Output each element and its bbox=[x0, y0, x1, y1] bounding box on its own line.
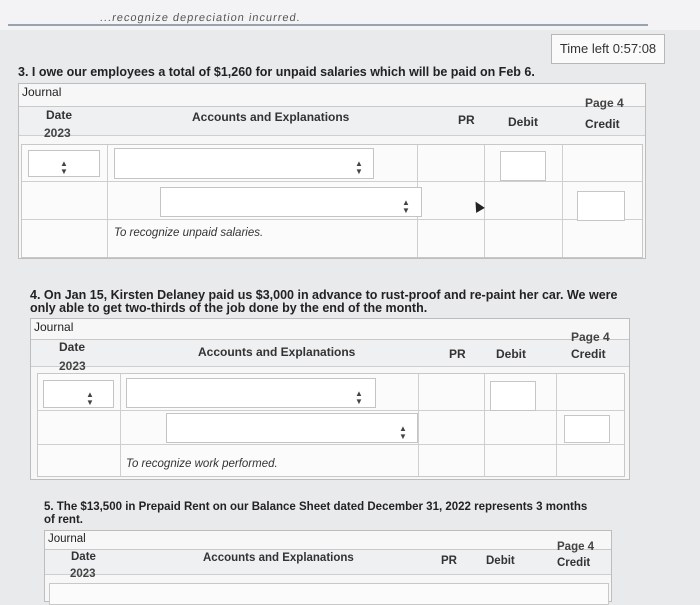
journal-title: Journal bbox=[34, 320, 74, 334]
up-down-arrow-icon: ▲ ▼ bbox=[399, 424, 407, 441]
time-left-indicator: Time left 0:57:08 bbox=[551, 34, 665, 64]
debit-amount-input[interactable] bbox=[490, 381, 536, 411]
entry-explanation: To recognize unpaid salaries. bbox=[114, 227, 264, 239]
pr-column-header: PR bbox=[441, 555, 457, 567]
journal-table-q4 bbox=[30, 318, 630, 480]
journal-title: Journal bbox=[48, 533, 86, 545]
credit-column-header: Credit bbox=[585, 117, 620, 131]
account-select-debit[interactable] bbox=[126, 378, 376, 408]
top-divider bbox=[8, 24, 648, 26]
accounts-column-header: Accounts and Explanations bbox=[198, 345, 356, 359]
credit-amount-input[interactable] bbox=[564, 415, 610, 443]
credit-column-header: Credit bbox=[557, 557, 591, 569]
date-column-header: Date bbox=[71, 551, 96, 563]
up-down-arrow-icon: ▲ ▼ bbox=[355, 389, 363, 406]
question-5-text-line2: of rent. bbox=[44, 514, 83, 526]
accounts-column-header: Accounts and Explanations bbox=[192, 110, 350, 124]
account-select-credit[interactable] bbox=[166, 413, 418, 443]
year-label: 2023 bbox=[70, 568, 96, 580]
journal-table-q5 bbox=[44, 530, 612, 602]
question-5-text-line1: 5. The $13,500 in Prepaid Rent on our Balance Sheet dated December 31, 2022 represents 3 months bbox=[44, 501, 588, 513]
journal-table-q3 bbox=[18, 83, 646, 259]
page-number: Page 4 bbox=[571, 330, 610, 344]
credit-column-header: Credit bbox=[571, 347, 606, 361]
question-4-text-line1: 4. On Jan 15, Kirsten Delaney paid us $3,000 in advance to rust-proof and re-paint her car. We were bbox=[30, 288, 618, 302]
date-column-header: Date bbox=[46, 108, 73, 122]
debit-column-header: Debit bbox=[496, 347, 526, 361]
journal-entry-grid bbox=[21, 144, 643, 258]
question-4-text-line2: only able to get two-thirds of the job done by the end of the month. bbox=[30, 301, 428, 315]
entry-explanation: To recognize work performed. bbox=[126, 458, 278, 470]
journal-entry-grid bbox=[49, 583, 609, 605]
up-down-arrow-icon: ▲ ▼ bbox=[60, 159, 68, 176]
year-label: 2023 bbox=[59, 359, 86, 373]
page-number: Page 4 bbox=[557, 541, 595, 553]
debit-amount-input[interactable] bbox=[500, 151, 546, 181]
date-column-header: Date bbox=[59, 340, 86, 354]
date-select[interactable] bbox=[43, 380, 114, 408]
up-down-arrow-icon: ▲ ▼ bbox=[86, 390, 94, 407]
credit-amount-input[interactable] bbox=[577, 191, 625, 221]
page-number: Page 4 bbox=[585, 96, 624, 110]
previous-question-text: ...recognize depreciation incurred. bbox=[99, 12, 302, 24]
debit-column-header: Debit bbox=[508, 115, 538, 129]
debit-column-header: Debit bbox=[486, 555, 515, 567]
journal-entry-grid bbox=[37, 373, 625, 477]
year-label: 2023 bbox=[44, 126, 71, 140]
up-down-arrow-icon: ▲ ▼ bbox=[402, 198, 410, 215]
mouse-pointer-icon bbox=[471, 199, 485, 213]
pr-column-header: PR bbox=[458, 113, 475, 127]
question-3-text: 3. I owe our employees a total of $1,260 for unpaid salaries which will be paid on Feb 6. bbox=[18, 65, 535, 79]
up-down-arrow-icon: ▲ ▼ bbox=[355, 159, 363, 176]
account-select-credit[interactable] bbox=[160, 187, 422, 217]
journal-title: Journal bbox=[22, 85, 62, 99]
date-select[interactable] bbox=[28, 150, 100, 177]
accounts-column-header: Accounts and Explanations bbox=[203, 552, 354, 564]
pr-column-header: PR bbox=[449, 347, 466, 361]
account-select-debit[interactable] bbox=[114, 148, 374, 179]
